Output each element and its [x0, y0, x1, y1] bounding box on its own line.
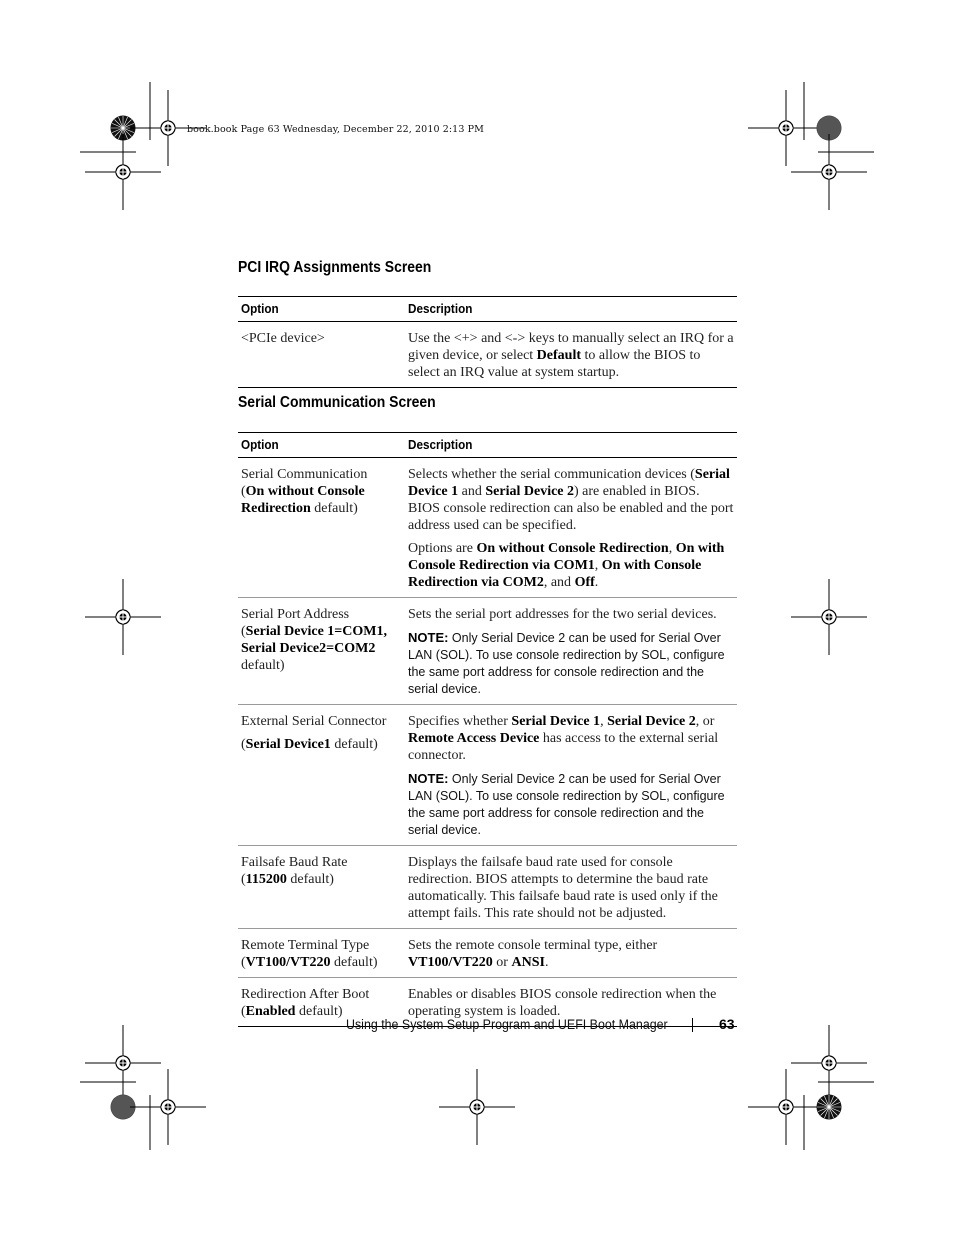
option-cell: Redirection After Boot (Enabled default) [238, 978, 405, 1027]
description-cell: Sets the serial port addresses for the two serial devices. NOTE: Only Serial Device 2 can be used for Serial Over LAN (SOL). To use console redirection by SOL, configure the same port address for console redirection and the serial device. [405, 598, 737, 705]
footer-divider [692, 1018, 693, 1032]
note-callout: NOTE: Only Serial Device 2 can be used for Serial Over LAN (SOL). To use console redirection by SOL, configure the same port address for console redirection and the serial device. [408, 630, 725, 696]
description-cell: Displays the failsafe baud rate used for console redirection. BIOS attempts to determine the baud rate automatically. This failsafe baud rate is used only if the attempt fails. This rate should not be adjusted. [405, 846, 737, 929]
table-row [238, 598, 737, 705]
table-row [238, 846, 737, 929]
registration-crosshair-icon [791, 579, 867, 655]
description-cell: Enables or disables BIOS console redirection when the operating system is loaded. [405, 978, 737, 1027]
registration-crosshair-icon [748, 1069, 824, 1145]
table-header-row [238, 297, 737, 322]
note-callout: NOTE: Only Serial Device 2 can be used for Serial Over LAN (SOL). To use console redirection by SOL, configure the same port address for console redirection and the serial device. [408, 771, 725, 837]
registration-crosshair-icon [130, 1069, 206, 1145]
table-row [238, 458, 737, 598]
option-cell: External Serial Connector (Serial Device1 default) [238, 705, 405, 846]
column-header-description: Description [405, 297, 737, 322]
table-row [238, 705, 737, 846]
registration-crosshair-icon [85, 579, 161, 655]
description-cell: Selects whether the serial communication devices (Serial Device 1 and Serial Device 2) are enabled in BIOS. BIOS console redirection can also be enabled and the port address used can be specified. Options are On without Console Redirection, On with Console Redirection via COM1, On with Console Redirection via COM2, and Off. [405, 458, 737, 598]
option-cell: Serial Communication (On without Console Redirection default) [238, 458, 405, 598]
registration-crosshair-icon [439, 1069, 515, 1145]
option-cell: Serial Port Address (Serial Device 1=COM1, Serial Device2=COM2 default) [238, 598, 405, 705]
pci-irq-table [238, 296, 737, 388]
column-header-option: Option [238, 297, 405, 322]
description-cell: Sets the remote console terminal type, either VT100/VT220 or ANSI. [405, 929, 737, 978]
page-number: 63 [719, 1016, 735, 1032]
footer-chapter-title: Using the System Setup Program and UEFI Boot Manager [346, 1017, 668, 1032]
option-cell: Remote Terminal Type (VT100/VT220 default) [238, 929, 405, 978]
table-header-row [238, 433, 737, 458]
serial-communication-table [238, 432, 737, 1027]
registration-crosshair-icon [748, 90, 824, 166]
description-cell: Use the <+> and <-> keys to manually select an IRQ for a given device, or select Default to allow the BIOS to select an IRQ value at system startup. [405, 322, 737, 388]
registration-crosshair-icon [85, 134, 161, 210]
table-row [238, 322, 737, 388]
section-title-pci-irq: PCI IRQ Assignments Screen [238, 259, 432, 276]
section-title-serial-communication: Serial Communication Screen [238, 394, 436, 411]
registration-crosshair-icon [791, 134, 867, 210]
registration-crosshair-icon [85, 1025, 161, 1101]
table-row [238, 929, 737, 978]
print-header: book.book Page 63 Wednesday, December 22, 2010 2:13 PM [187, 124, 484, 135]
column-header-option: Option [238, 433, 405, 458]
registration-star-icon [817, 1095, 842, 1120]
registration-crosshair-icon [791, 1025, 867, 1101]
option-cell: Failsafe Baud Rate (115200 default) [238, 846, 405, 929]
column-header-description: Description [405, 433, 737, 458]
option-cell: <PCIe device> [238, 322, 405, 388]
description-cell: Specifies whether Serial Device 1, Serial Device 2, or Remote Access Device has access to the external serial connector. NOTE: Only Serial Device 2 can be used for Serial Over LAN (SOL). To use console redirection by SOL, configure the same port address for console redirection and the serial device. [405, 705, 737, 846]
